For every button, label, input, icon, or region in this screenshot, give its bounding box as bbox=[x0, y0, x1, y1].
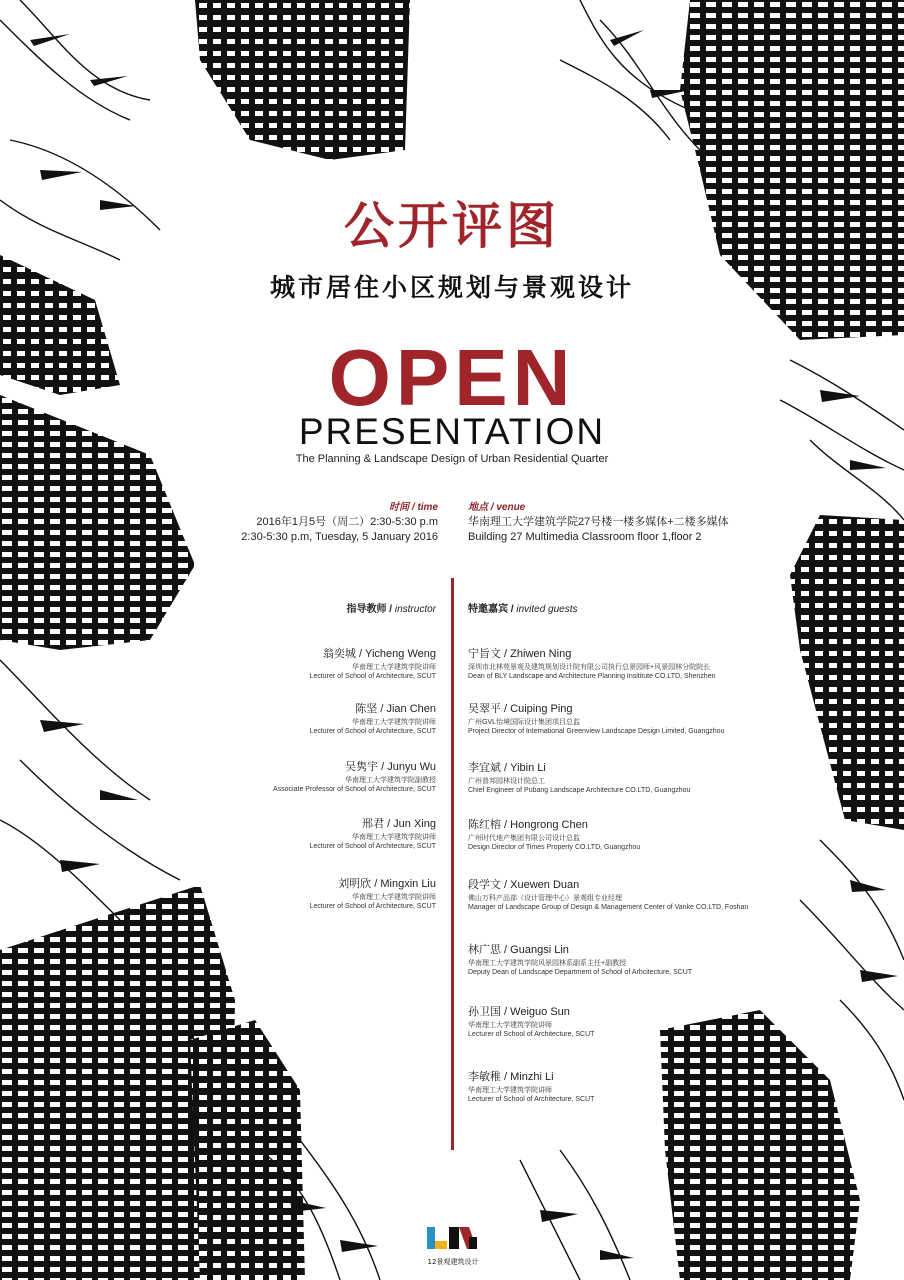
instructors-header-cn: 指导教师 bbox=[346, 604, 387, 615]
guest-desc-en: Dean of BLY Landscape and Architecture Planning Insititute CO.LTD, Shenzhen bbox=[468, 673, 716, 680]
instructor-item bbox=[236, 647, 436, 681]
guest-name: 宁旨文 / Zhiwen Ning bbox=[468, 648, 572, 660]
guest-desc-en: Manager of Landscape Group of Design & Management Center of Vanke CO.LTD, Foshan bbox=[468, 904, 749, 911]
guests-header-en: invited guests bbox=[516, 604, 578, 615]
guest-name: 段学文 / Xuewen Duan bbox=[468, 879, 580, 891]
instructor-desc-cn: 华南理工大学建筑学院讲师 bbox=[352, 719, 436, 726]
tower-bottom-left bbox=[0, 885, 305, 1280]
guest-item bbox=[468, 943, 768, 977]
instructor-name: 翁奕城 / Yicheng Weng bbox=[322, 648, 436, 660]
studio-logo bbox=[425, 1225, 481, 1265]
instructor-desc-cn: 华南理工大学建筑学院讲师 bbox=[352, 894, 436, 901]
time-line-en: 2:30-5:30 p.m, Tuesday, 5 January 2016 bbox=[241, 531, 438, 543]
instructor-name: 陈坚 / Jian Chen bbox=[355, 703, 436, 715]
venue-block bbox=[468, 498, 768, 545]
guest-name: 陈红榕 / Hongrong Chen bbox=[468, 819, 588, 831]
subtitle-english: The Planning & Landscape Design of Urban Residential Quarter bbox=[295, 453, 609, 465]
instructor-item bbox=[236, 760, 436, 794]
guest-desc-cn: 深圳市北林苑景观及建筑规划设计院有限公司执行总景园师+风景园林分院院长 bbox=[468, 664, 711, 671]
guest-desc-en: Lecturer of School of Architecture, SCUT bbox=[468, 1096, 595, 1103]
guest-desc-cn: 华南理工大学建筑学院讲师 bbox=[468, 1022, 552, 1029]
time-block bbox=[200, 498, 438, 545]
guest-name: 李敏稚 / Minzhi Li bbox=[468, 1071, 554, 1083]
title-open: OPEN bbox=[328, 333, 576, 422]
guests-header-cn: 特邀嘉宾 bbox=[468, 604, 508, 615]
instructor-desc-en: Lecturer of School of Architecture, SCUT bbox=[309, 728, 436, 735]
guest-item bbox=[468, 878, 768, 912]
instructor-desc-en: Lecturer of School of Architecture, SCUT bbox=[309, 673, 436, 680]
guest-desc-en: Lecturer of School of Architecture, SCUT bbox=[468, 1031, 595, 1038]
guest-name: 林广思 / Guangsi Lin bbox=[468, 944, 569, 956]
instructors-header: 指导教师 / instructor bbox=[346, 604, 436, 615]
instructor-item bbox=[236, 702, 436, 736]
instructor-name: 刘明欣 / Mingxin Liu bbox=[338, 878, 436, 890]
guest-desc-cn: 广州时代地产集团有限公司设计总监 bbox=[468, 835, 580, 842]
time-label-cn: 时间 bbox=[389, 502, 410, 513]
guest-name: 孙卫国 / Weiguo Sun bbox=[468, 1006, 570, 1018]
venue-line-en: Building 27 Multimedia Classroom floor 1,floor 2 bbox=[468, 531, 702, 543]
guest-item bbox=[468, 818, 768, 852]
tower-top-center bbox=[195, 0, 410, 160]
guest-item bbox=[468, 647, 768, 681]
venue-label-cn: 地点 bbox=[468, 502, 488, 513]
venue-label-en: venue bbox=[496, 502, 526, 513]
instructor-name: 吴隽宇 / Junyu Wu bbox=[345, 761, 436, 773]
guest-item bbox=[468, 702, 768, 736]
guest-desc-en: Project Director of International Greenview Landscape Design Limited, Guangzhou bbox=[468, 728, 725, 735]
guest-desc-cn: 佛山万科产品部（设计管理中心）景观组专业经理 bbox=[468, 895, 622, 902]
guest-desc-cn: 华南理工大学建筑学院风景园林系副系主任+副教授 bbox=[468, 960, 627, 967]
subtitle-chinese: 城市居住小区规划与景观设计 bbox=[269, 273, 634, 302]
instructor-name: 邢君 / Jun Xing bbox=[362, 818, 436, 830]
guest-name: 吴翠平 / Cuiping Ping bbox=[468, 703, 573, 715]
logo-mark-icon bbox=[425, 1225, 481, 1251]
guest-item bbox=[468, 761, 768, 795]
guest-item bbox=[468, 1005, 768, 1039]
guests-header: 特邀嘉宾 / invited guests bbox=[468, 604, 578, 615]
guest-desc-en: Chief Engineer of Pubang Landscape Architecture CO.LTD, Guangzhou bbox=[468, 787, 691, 794]
guest-item bbox=[468, 1070, 768, 1104]
instructor-desc-cn: 华南理工大学建筑学院副教授 bbox=[345, 777, 436, 784]
instructor-desc-en: Lecturer of School of Architecture, SCUT bbox=[309, 903, 436, 910]
tower-right-middle bbox=[790, 515, 904, 830]
title-presentation: PRESENTATION bbox=[298, 411, 606, 452]
title-chinese: 公开评图 bbox=[344, 197, 560, 255]
guest-desc-cn: 广州普邦园林设计院总工 bbox=[468, 778, 545, 785]
tower-bottom-right bbox=[660, 1010, 860, 1280]
instructor-desc-en: Associate Professor of School of Architecture, SCUT bbox=[272, 786, 436, 793]
instructor-desc-cn: 华南理工大学建筑学院讲师 bbox=[352, 834, 436, 841]
instructor-item bbox=[236, 877, 436, 911]
center-divider bbox=[451, 578, 454, 1150]
guest-desc-en: Design Director of Times Property CO.LTD, Guangzhou bbox=[468, 844, 641, 851]
time-label-en: time bbox=[417, 502, 438, 513]
instructor-desc-en: Lecturer of School of Architecture, SCUT bbox=[309, 843, 436, 850]
time-line-cn: 2016年1月5号（周二）2:30-5:30 p.m bbox=[256, 516, 438, 528]
instructor-item bbox=[236, 817, 436, 851]
venue-line-cn: 华南理工大学建筑学院27号楼一楼多媒体+二楼多媒体 bbox=[468, 516, 729, 528]
guest-desc-cn: 广州GVL怡境国际设计集团项目总监 bbox=[468, 719, 581, 726]
logo-text: 12景观建筑设计 bbox=[427, 1258, 479, 1266]
guest-desc-cn: 华南理工大学建筑学院讲师 bbox=[468, 1087, 552, 1094]
time-label: 时间 / time bbox=[389, 502, 438, 513]
instructors-header-en: instructor bbox=[394, 604, 436, 615]
instructor-desc-cn: 华南理工大学建筑学院讲师 bbox=[352, 664, 436, 671]
venue-label: 地点 / venue bbox=[468, 502, 526, 513]
guest-desc-en: Deputy Dean of Landscape Department of School of Arhcitecture, SCUT bbox=[468, 969, 693, 976]
guest-name: 李宜斌 / Yibin Li bbox=[468, 762, 546, 774]
